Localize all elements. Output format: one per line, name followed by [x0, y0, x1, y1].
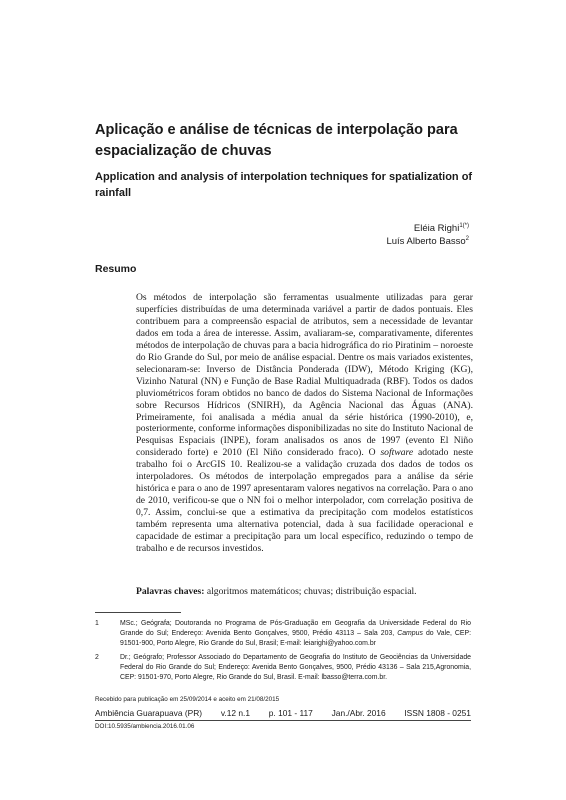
author-1-name: Eléia Righi — [413, 223, 460, 234]
abstract-heading: Resumo — [95, 263, 137, 275]
author-2-affiliation-mark: 2 — [465, 236, 469, 242]
abstract-text-part-2: adotado neste trabalho foi o ArcGIS 10. Realizou-se a validação cruzada dos dados de todos os interpoladores. Os métodos de interpolação empregados para a análise da série histórica e para o ano de 1997 apresentaram valores negativos na correlação. Para o ano de 2010, verificou-se que o NN foi o melhor interpolador, com correlação positiva de 0,7. Assim, conclui-se que a estimativa da precipitação com modelos estatísticos também representa uma alternativa potencial, dada à sua facilidade operacional e capacidade de estimar a precipitação para um local específico, reduzindo o tempo de trabalho e de recursos investidos. — [136, 447, 473, 555]
author-1 — [414, 223, 469, 234]
doi-link[interactable]: DOI:10.5935/ambiencia.2016.01.06 — [95, 723, 195, 730]
keywords-list: algoritmos matemáticos; chuvas; distribuição espacial. — [204, 586, 417, 597]
footnote-1-italic-term: Campus — [397, 630, 423, 638]
author-2-name: Luís Alberto Basso — [386, 236, 466, 247]
footnote-2-number: 2 — [95, 654, 99, 661]
title-english: Application and analysis of interpolation techniques for spatialization of rainfall — [95, 171, 473, 199]
received-date-note: Recebido para publicação em 25/09/2014 e aceito em 21/08/2015 — [95, 696, 280, 703]
abstract-text-part-1: Os métodos de interpolação são ferramentas usualmente utilizadas para gerar superfícies distribuídas de uma determinada variável a partir de dados pontuais. Eles contribuem para a compreensão espacial de atributos, sem a necessidade de levantar dados em toda a área de interesse. Assim, avaliaram-se, comparativamente, diferentes métodos de interpolação de chuvas para a bacia hidrográfica do rio Piratinim – noroeste do Rio Grande do Sul, por meio de análise espacial. Dentre os mais variados existentes, selecionaram-se: Inverso de Distância Ponderada (IDW), Método Kriging (KG), Vizinho Natural (NN) e Função de Base Radial Multiquadrada (RBF). Todos os dados pluviométricos foram obtidos no banco de dados do Sistema Nacional de Informações sobre Recursos Hídricos (SNIRH), da Agência Nacional das Águas (ANA). Primeiramente, foi analisada a média anual da série histórica (1990-2010), e, posteriormente, conforme informações disponibilizadas no site do Instituto Nacional de Pesquisas Espaciais (INPE), foram analisados os anos de 1997 (evento El Niño considerado forte) e 2010 (El Niño considerado fraco). O — [136, 292, 473, 459]
footnote-1-text — [120, 619, 471, 650]
abstract-body — [136, 292, 473, 555]
journal-volume: v.12 n.1 — [220, 708, 251, 718]
keywords — [136, 586, 476, 598]
journal-footer-rule — [95, 720, 471, 721]
footnote-divider — [95, 612, 181, 613]
journal-name: Ambiência Guarapuava (PR) — [95, 708, 203, 718]
title-portuguese: Aplicação e análise de técnicas de interpolação para espacialização de chuvas — [95, 122, 458, 159]
abstract-italic-term: software — [380, 447, 414, 459]
footnote-1-number: 1 — [95, 620, 99, 627]
journal-date: Jan./Abr. 2016 — [331, 708, 386, 718]
journal-issn: ISSN 1808 - 0251 — [404, 708, 471, 718]
author-1-affiliation-mark: 1(*) — [459, 223, 469, 229]
keywords-label: Palavras chaves: — [136, 586, 205, 597]
footnote-2 — [95, 653, 471, 684]
journal-footer — [95, 708, 471, 718]
journal-pages: p. 101 - 117 — [268, 708, 313, 718]
author-2 — [386, 236, 469, 247]
footnote-2-text: Dr.; Geógrafo; Professor Associado do Departamento de Geografia do Instituto de Geociências da Universidade Federal do Rio Grande do Sul; Endereço: Avenida Bento Gonçalves, 9500, Prédio 43136 – Sala 215,Agronomia, CEP: 91501-970, Porto Alegre, Rio Grande do Sul, Brasil. E-mail: lbasso@terra.com.br. — [120, 654, 471, 682]
footnote-1-text-part-1: MSc.; Geógrafa; Doutoranda no Programa de Pós-Graduação em Geografia da Universidade Federal do Rio Grande do Sul; Endereço: Avenida Bento Gonçalves, 9500, Prédio 43113 – Sala 203, — [120, 620, 471, 638]
footnote-1-text-part-2: do Vale, CEP: 91501-900, Porto Alegre, Rio Grande do Sul, Brasil; E-mail: leiarighi@yahoo.com.br — [120, 630, 471, 648]
footnote-1 — [95, 619, 471, 650]
